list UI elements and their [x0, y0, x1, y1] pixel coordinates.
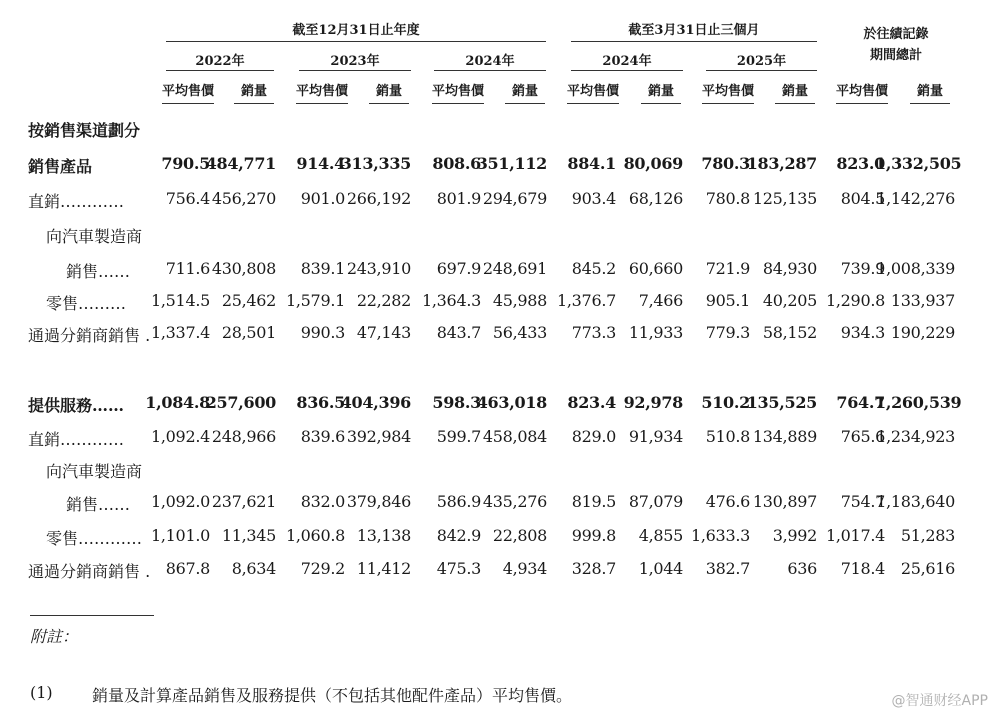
col-header-rule — [162, 103, 214, 104]
col-header-rule — [910, 103, 950, 104]
cell-volume: 8,634 — [231, 559, 276, 578]
cell-avg-price: 721.9 — [705, 259, 750, 278]
table-row — [0, 151, 998, 177]
cell-volume: 294,679 — [482, 189, 547, 208]
row-label: 銷售…… — [66, 262, 131, 281]
col-header-volume: 銷量 — [375, 84, 402, 99]
cell-avg-price: 829.0 — [571, 427, 616, 446]
cell-avg-price: 914.4 — [296, 154, 345, 173]
cell-volume: 248,691 — [482, 259, 547, 278]
row-label: 提供服務…… — [28, 396, 125, 415]
year-header: 2023年 — [330, 54, 380, 69]
cell-volume: 404,396 — [340, 393, 411, 412]
cell-avg-price: 711.6 — [165, 259, 210, 278]
header-period-year-rule — [166, 41, 546, 42]
header-cumulative-line2: 期間總計 — [869, 48, 922, 63]
cell-avg-price: 1,514.5 — [151, 291, 210, 310]
cell-avg-price: 697.9 — [436, 259, 481, 278]
cell-avg-price: 903.4 — [571, 189, 616, 208]
cell-volume: 135,525 — [746, 393, 817, 412]
table-row — [0, 256, 998, 282]
cell-volume: 636 — [787, 559, 817, 578]
cell-avg-price: 754.7 — [840, 492, 885, 511]
cell-avg-price: 823.0 — [836, 154, 885, 173]
cell-avg-price: 839.1 — [300, 259, 345, 278]
cell-volume: 7,466 — [638, 291, 683, 310]
notes-title: 附註： — [30, 627, 79, 646]
cell-avg-price: 801.9 — [436, 189, 481, 208]
cell-avg-price: 839.6 — [300, 427, 345, 446]
cell-avg-price: 867.8 — [165, 559, 210, 578]
cell-volume: 458,084 — [482, 427, 547, 446]
cell-avg-price: 1,579.1 — [286, 291, 345, 310]
cell-volume: 1,142,276 — [876, 189, 955, 208]
cell-avg-price: 823.4 — [567, 393, 616, 412]
col-header-rule — [836, 103, 888, 104]
cell-volume: 40,205 — [762, 291, 817, 310]
cell-volume: 1,332,505 — [875, 154, 962, 173]
cell-avg-price: 718.4 — [840, 559, 885, 578]
cell-avg-price: 843.7 — [436, 323, 481, 342]
cell-avg-price: 808.6 — [432, 154, 481, 173]
year-header: 2024年 — [602, 54, 652, 69]
cell-volume: 183,287 — [746, 154, 817, 173]
row-label: 向汽車製造商 — [46, 462, 143, 481]
cell-volume: 25,462 — [221, 291, 276, 310]
cell-volume: 58,152 — [762, 323, 817, 342]
cell-volume: 4,934 — [502, 559, 547, 578]
cell-avg-price: 1,376.7 — [557, 291, 616, 310]
cell-avg-price: 934.3 — [840, 323, 885, 342]
year-header: 2022年 — [195, 54, 245, 69]
cell-avg-price: 1,364.3 — [422, 291, 481, 310]
cell-avg-price: 764.7 — [836, 393, 885, 412]
cell-volume: 91,934 — [628, 427, 683, 446]
cell-avg-price: 884.1 — [567, 154, 616, 173]
cell-volume: 190,229 — [890, 323, 955, 342]
cell-volume: 45,988 — [492, 291, 547, 310]
cell-volume: 3,992 — [772, 526, 817, 545]
cell-volume: 243,910 — [346, 259, 411, 278]
col-header-rule — [369, 103, 409, 104]
col-header-volume: 銷量 — [647, 84, 674, 99]
cell-volume: 130,897 — [752, 492, 817, 511]
cell-volume: 56,433 — [492, 323, 547, 342]
col-header-volume: 銷量 — [781, 84, 808, 99]
cell-avg-price: 780.3 — [701, 154, 750, 173]
cell-volume: 266,192 — [346, 189, 411, 208]
cell-volume: 13,138 — [356, 526, 411, 545]
cell-avg-price: 1,092.4 — [151, 427, 210, 446]
table-row — [0, 186, 998, 212]
cell-avg-price: 842.9 — [436, 526, 481, 545]
row-label: 通過分銷商銷售 . — [28, 562, 151, 581]
cell-volume: 84,930 — [762, 259, 817, 278]
cell-avg-price: 905.1 — [705, 291, 750, 310]
year-header-rule — [299, 70, 411, 71]
cell-volume: 1,044 — [638, 559, 683, 578]
cell-volume: 68,126 — [628, 189, 683, 208]
cell-avg-price: 790.5 — [161, 154, 210, 173]
col-header-volume: 銷量 — [916, 84, 943, 99]
year-header-rule — [571, 70, 683, 71]
cell-volume: 257,600 — [205, 393, 276, 412]
cell-volume: 51,283 — [900, 526, 955, 545]
col-header-volume: 銷量 — [511, 84, 538, 99]
cell-avg-price: 845.2 — [571, 259, 616, 278]
row-label: 銷售…… — [66, 495, 131, 514]
note-1-text: 銷量及計算產品銷售及服務提供（不包括其他配件產品）平均售價。 — [92, 686, 573, 705]
year-header-rule — [434, 70, 546, 71]
col-header-rule — [641, 103, 681, 104]
col-header-volume: 銷量 — [240, 84, 267, 99]
cell-volume: 313,335 — [340, 154, 411, 173]
table-row — [0, 390, 998, 416]
table-row — [0, 523, 998, 549]
table-row — [0, 456, 998, 482]
row-label: 向汽車製造商 — [46, 227, 143, 246]
cell-volume: 22,282 — [356, 291, 411, 310]
watermark: @智通财经APP — [891, 693, 988, 709]
cell-volume: 484,771 — [205, 154, 276, 173]
cell-volume: 25,616 — [900, 559, 955, 578]
cell-avg-price: 1,101.0 — [151, 526, 210, 545]
table-row — [0, 489, 998, 515]
cell-avg-price: 779.3 — [705, 323, 750, 342]
cell-volume: 125,135 — [752, 189, 817, 208]
cell-volume: 435,276 — [482, 492, 547, 511]
note-1-number: (1) — [30, 683, 53, 702]
cell-volume: 392,984 — [346, 427, 411, 446]
cell-avg-price: 836.5 — [296, 393, 345, 412]
col-header-rule — [702, 103, 754, 104]
cell-volume: 1,234,923 — [876, 427, 955, 446]
cell-avg-price: 476.6 — [705, 492, 750, 511]
cell-avg-price: 756.4 — [165, 189, 210, 208]
cell-avg-price: 990.3 — [300, 323, 345, 342]
row-label: 銷售產品 — [28, 157, 93, 176]
cell-avg-price: 729.2 — [300, 559, 345, 578]
col-header-avg-price: 平均售價 — [567, 84, 620, 99]
cell-avg-price: 804.5 — [840, 189, 885, 208]
row-label: 直銷………… — [28, 192, 125, 211]
row-label: 零售………… — [46, 529, 143, 548]
cell-avg-price: 510.8 — [705, 427, 750, 446]
row-label: 直銷………… — [28, 430, 125, 449]
table-row — [0, 556, 998, 582]
cell-volume: 60,660 — [628, 259, 683, 278]
cell-avg-price: 819.5 — [571, 492, 616, 511]
year-header-rule — [706, 70, 817, 71]
cell-volume: 430,808 — [211, 259, 276, 278]
cell-volume: 1,260,539 — [875, 393, 962, 412]
cell-avg-price: 1,337.4 — [151, 323, 210, 342]
row-label: 通過分銷商銷售 . — [28, 326, 151, 345]
cell-avg-price: 739.9 — [840, 259, 885, 278]
cell-avg-price: 1,290.8 — [826, 291, 885, 310]
cell-avg-price: 999.8 — [571, 526, 616, 545]
cell-volume: 134,889 — [752, 427, 817, 446]
cell-volume: 237,621 — [211, 492, 276, 511]
cell-volume: 463,018 — [476, 393, 547, 412]
cell-avg-price: 1,633.3 — [691, 526, 750, 545]
col-header-avg-price: 平均售價 — [836, 84, 889, 99]
cell-avg-price: 901.0 — [300, 189, 345, 208]
footnote-rule — [30, 615, 154, 616]
header-period-year: 截至12月31日止年度 — [292, 23, 420, 38]
cell-avg-price: 586.9 — [436, 492, 481, 511]
section-title: 按銷售渠道劃分 — [28, 121, 141, 140]
cell-avg-price: 475.3 — [436, 559, 481, 578]
cell-volume: 80,069 — [623, 154, 683, 173]
cell-volume: 11,412 — [356, 559, 411, 578]
cell-volume: 28,501 — [221, 323, 276, 342]
col-header-avg-price: 平均售價 — [432, 84, 485, 99]
cell-avg-price: 510.2 — [701, 393, 750, 412]
table-row — [0, 320, 998, 346]
cell-volume: 379,846 — [346, 492, 411, 511]
col-header-rule — [296, 103, 348, 104]
year-header-rule — [166, 70, 274, 71]
cell-avg-price: 599.7 — [436, 427, 481, 446]
table-row — [0, 221, 998, 247]
cell-avg-price: 832.0 — [300, 492, 345, 511]
col-header-rule — [505, 103, 545, 104]
cell-volume: 92,978 — [623, 393, 683, 412]
cell-volume: 22,808 — [492, 526, 547, 545]
col-header-avg-price: 平均售價 — [702, 84, 755, 99]
cell-avg-price: 1,017.4 — [826, 526, 885, 545]
header-period-quarter-rule — [571, 41, 817, 42]
cell-avg-price: 1,092.0 — [151, 492, 210, 511]
table-row — [0, 288, 998, 314]
cell-avg-price: 382.7 — [705, 559, 750, 578]
cell-volume: 248,966 — [211, 427, 276, 446]
col-header-rule — [775, 103, 815, 104]
cell-avg-price: 765.6 — [840, 427, 885, 446]
cell-avg-price: 598.3 — [432, 393, 481, 412]
cell-volume: 456,270 — [211, 189, 276, 208]
cell-avg-price: 1,060.8 — [286, 526, 345, 545]
cell-avg-price: 773.3 — [571, 323, 616, 342]
cell-avg-price: 780.8 — [705, 189, 750, 208]
cell-volume: 351,112 — [476, 154, 547, 173]
cell-volume: 133,937 — [890, 291, 955, 310]
col-header-rule — [432, 103, 484, 104]
cell-volume: 11,933 — [628, 323, 683, 342]
cell-volume: 87,079 — [628, 492, 683, 511]
col-header-avg-price: 平均售價 — [162, 84, 215, 99]
year-header: 2025年 — [736, 54, 787, 69]
cell-volume: 4,855 — [638, 526, 683, 545]
header-cumulative-line1: 於往績記錄 — [863, 27, 929, 42]
row-label: 零售……… — [46, 294, 127, 313]
cell-volume: 1,008,339 — [876, 259, 955, 278]
cell-volume: 47,143 — [356, 323, 411, 342]
header-period-quarter: 截至3月31日止三個月 — [628, 23, 760, 38]
cell-volume: 1,183,640 — [876, 492, 955, 511]
year-header: 2024年 — [465, 54, 515, 69]
col-header-rule — [234, 103, 274, 104]
col-header-rule — [567, 103, 619, 104]
col-header-avg-price: 平均售價 — [296, 84, 349, 99]
cell-avg-price: 1,084.8 — [145, 393, 210, 412]
table-row — [0, 424, 998, 450]
cell-volume: 11,345 — [221, 526, 276, 545]
cell-avg-price: 328.7 — [571, 559, 616, 578]
